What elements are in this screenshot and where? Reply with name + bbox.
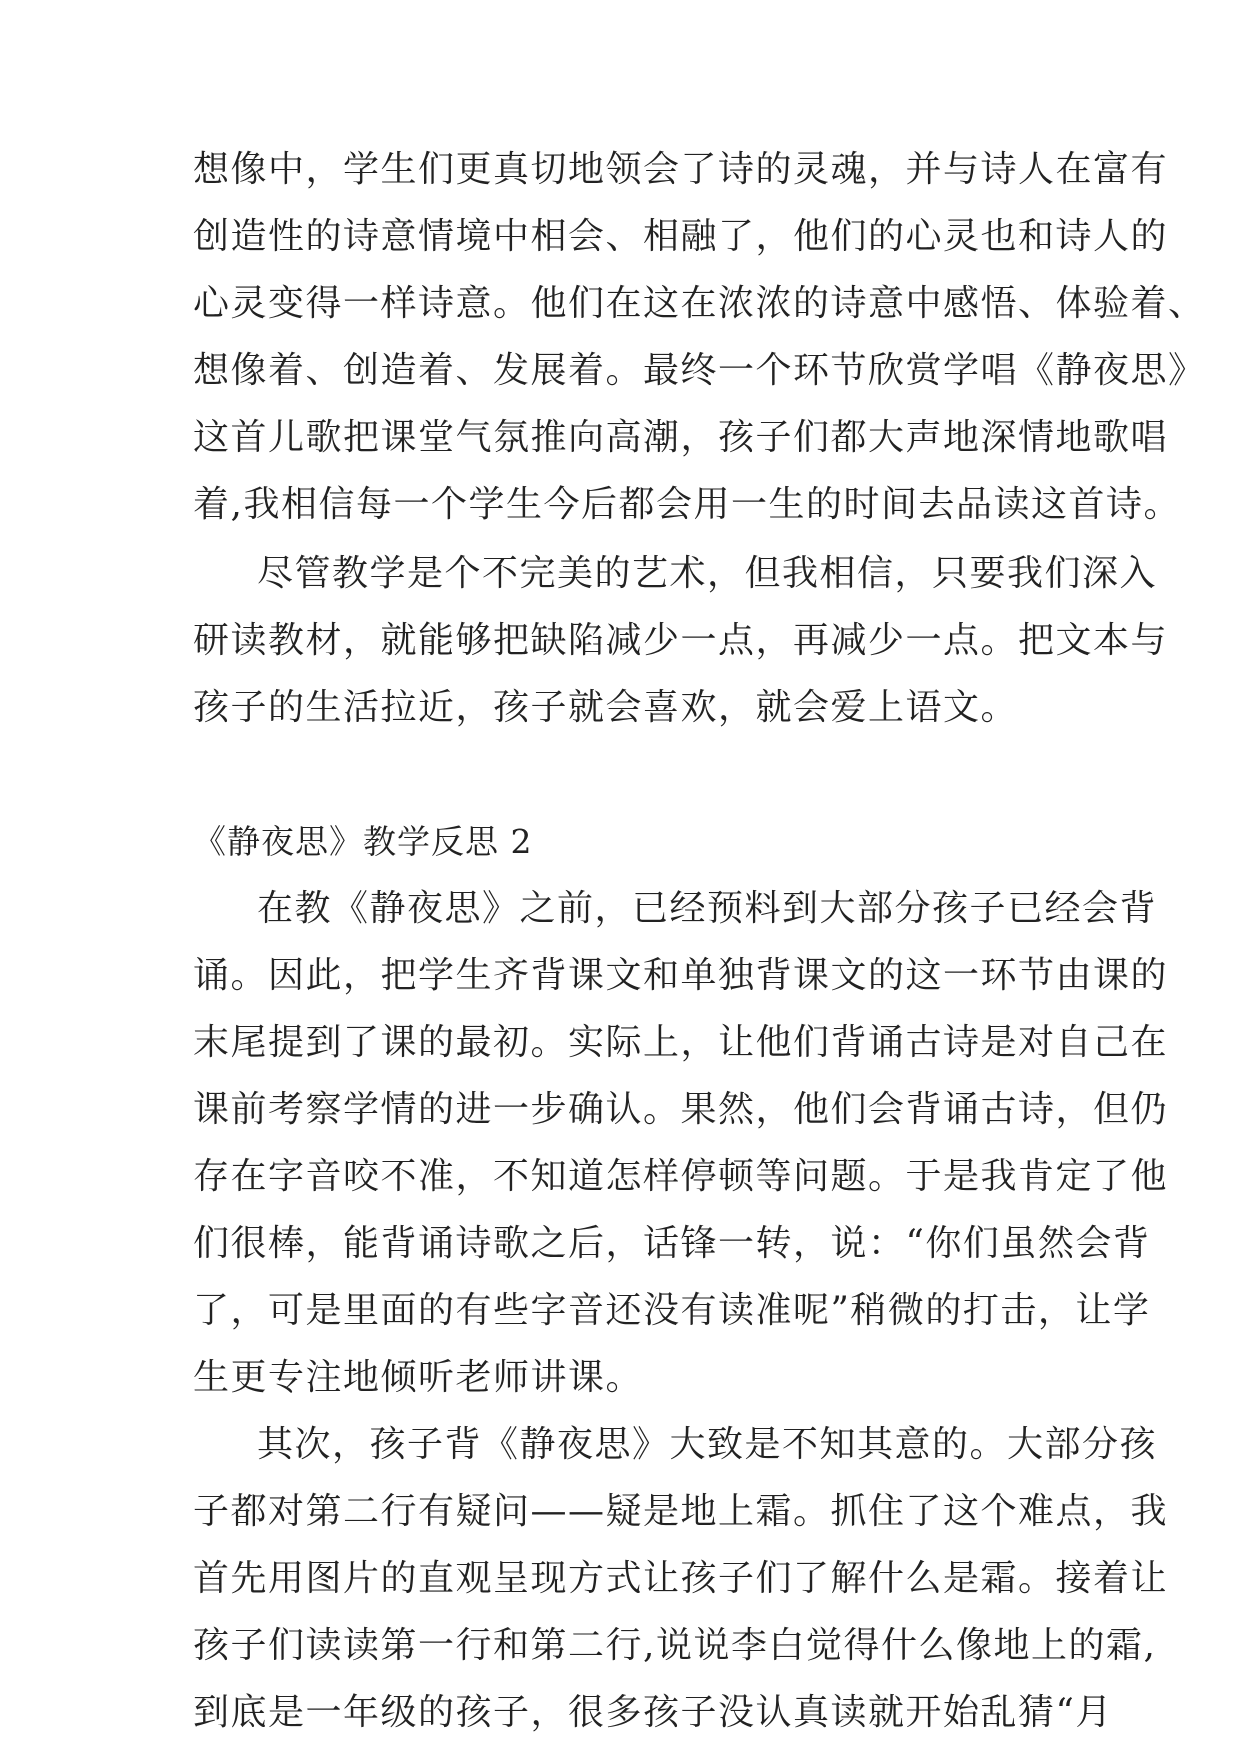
paragraph-3-line-3: 末尾提到了课的最初。实际上，让他们背诵古诗是对自己在	[193, 1022, 1169, 1063]
paragraph-1-line-4: 想像着、创造着、发展着。最终一个环节欣赏学唱《静夜思》	[193, 350, 1206, 391]
paragraph-1-line-5: 这首儿歌把课堂气氛推向高潮，孩子们都大声地深情地歌唱	[193, 417, 1169, 458]
paragraph-1-line-6: 着,我相信每一个学生今后都会用一生的时间去品读这首诗。	[193, 484, 1181, 525]
paragraph-3-line-5: 存在字音咬不准，不知道怎样停顿等问题。于是我肯定了他	[193, 1156, 1169, 1197]
paragraph-4-line-2: 子都对第二行有疑问——疑是地上霜。抓住了这个难点，我	[193, 1491, 1169, 1532]
paragraph-3-line-6: 们很棒，能背诵诗歌之后，话锋一转，说：“你们虽然会背	[193, 1223, 1151, 1264]
paragraph-3-line-1: 在教《静夜思》之前，已经预料到大部分孩子已经会背	[257, 888, 1158, 929]
paragraph-2-line-3: 孩子的生活拉近，孩子就会喜欢，就会爱上语文。	[193, 687, 1019, 728]
paragraph-4-line-5: 到底是一年级的孩子，很多孩子没认真读就开始乱猜“月	[193, 1692, 1113, 1733]
paragraph-3-line-2: 诵。因此，把学生齐背课文和单独背课文的这一环节由课的	[193, 955, 1169, 996]
paragraph-3-line-8: 生更专注地倾听老师讲课。	[193, 1357, 644, 1398]
paragraph-1-line-3: 心灵变得一样诗意。他们在这在浓浓的诗意中感悟、体验着、	[193, 283, 1206, 324]
paragraph-4-line-3: 首先用图片的直观呈现方式让孩子们了解什么是霜。接着让	[193, 1558, 1169, 1599]
paragraph-2-line-1: 尽管教学是个不完美的艺术，但我相信，只要我们深入	[257, 553, 1158, 594]
paragraph-4-line-1: 其次，孩子背《静夜思》大致是不知其意的。大部分孩	[257, 1424, 1158, 1465]
section-title: 《静夜思》教学反思 2	[193, 822, 533, 861]
paragraph-1-line-2: 创造性的诗意情境中相会、相融了，他们的心灵也和诗人的	[193, 216, 1169, 257]
paragraph-1-line-1: 想像中，学生们更真切地领会了诗的灵魂，并与诗人在富有	[193, 149, 1169, 190]
paragraph-4-line-4: 孩子们读读第一行和第二行,说说李白觉得什么像地上的霜,	[193, 1625, 1157, 1666]
paragraph-3-line-7: 了，可是里面的有些字音还没有读准呢”稍微的打击，让学	[193, 1290, 1151, 1331]
paragraph-2-line-2: 研读教材，就能够把缺陷减少一点，再减少一点。把文本与	[193, 620, 1169, 661]
paragraph-3-line-4: 课前考察学情的进一步确认。果然，他们会背诵古诗，但仍	[193, 1089, 1169, 1130]
